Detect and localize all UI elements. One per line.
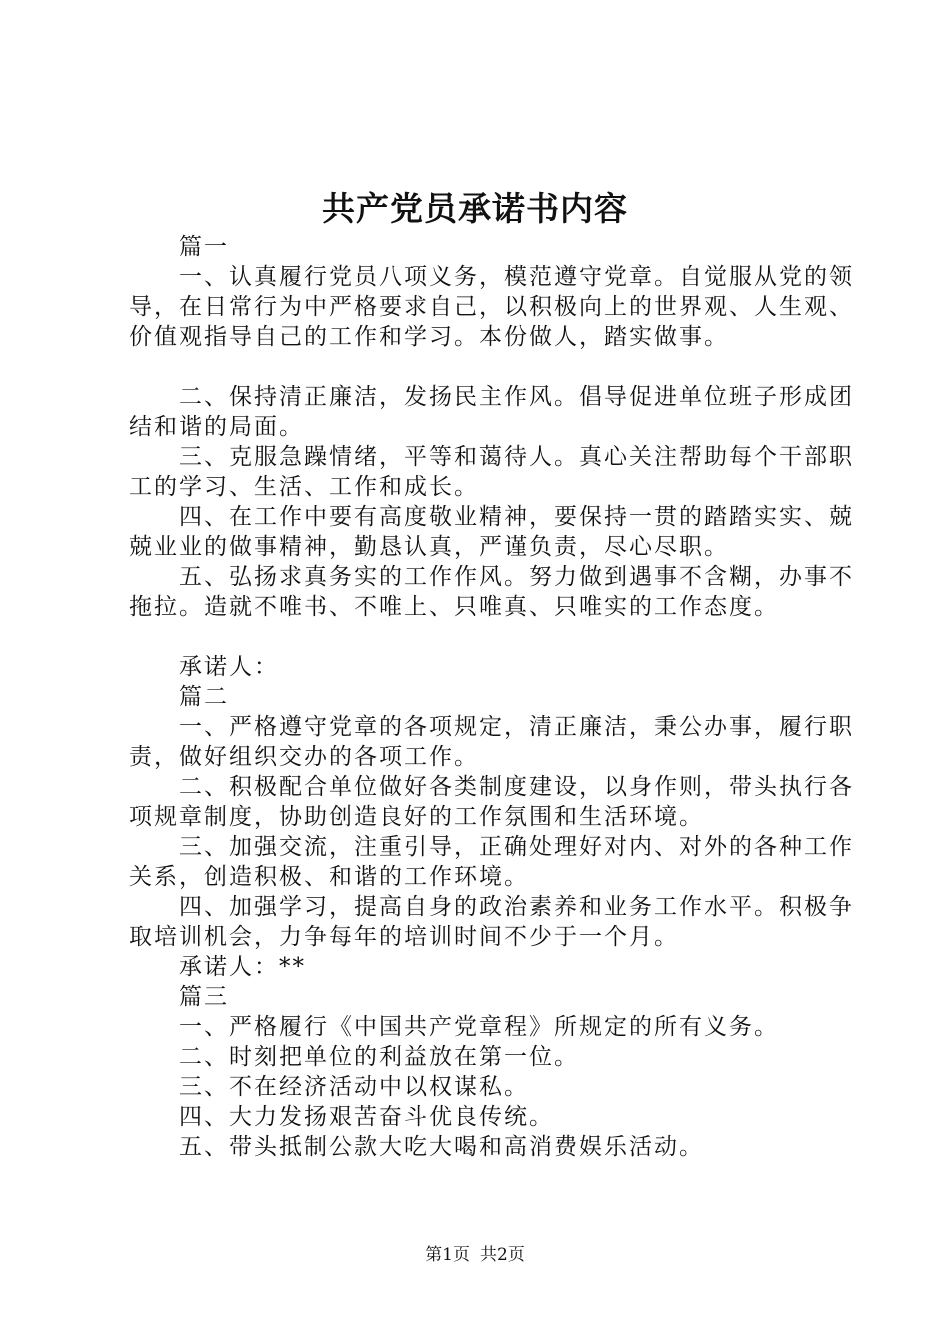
paragraph: 一、认真履行党员八项义务，模范遵守党章。自觉服从党的领导，在日常行为中严格要求自己，以积极向上的世界观、人生观、价值观指导自己的工作和学习。本份做人，踏实做事。 bbox=[129, 264, 854, 350]
document-body bbox=[129, 232, 857, 1162]
paragraph: 五、带头抵制公款大吃大喝和高消费娱乐活动。 bbox=[179, 1134, 704, 1160]
signatory-line-1: 承诺人： bbox=[179, 654, 279, 680]
paragraph: 二、时刻把单位的利益放在第一位。 bbox=[179, 1044, 579, 1070]
paragraph: 四、加强学习，提高自身的政治素养和业务工作水平。积极争取培训机会，力争每年的培训时间不少于一个月。 bbox=[129, 894, 854, 950]
page-number-total: 共2页 bbox=[480, 1245, 525, 1265]
page-footer bbox=[0, 1243, 950, 1267]
signatory-line-2: 承诺人：** bbox=[179, 954, 306, 980]
page-number-current: 第1页 bbox=[425, 1245, 470, 1265]
paragraph: 三、加强交流，注重引导，正确处理好对内、对外的各种工作关系，创造积极、和谐的工作环境。 bbox=[129, 834, 854, 890]
paragraph: 四、大力发扬艰苦奋斗优良传统。 bbox=[179, 1104, 554, 1130]
section-heading-3: 篇三 bbox=[179, 984, 229, 1010]
paragraph: 二、积极配合单位做好各类制度建设，以身作则，带头执行各项规章制度，协助创造良好的工作氛围和生活环境。 bbox=[129, 774, 854, 830]
paragraph: 一、严格遵守党章的各项规定，清正廉洁，秉公办事，履行职责，做好组织交办的各项工作。 bbox=[129, 714, 854, 770]
paragraph: 三、不在经济活动中以权谋私。 bbox=[179, 1074, 529, 1100]
section-heading-2: 篇二 bbox=[179, 684, 229, 710]
section-heading-1: 篇一 bbox=[179, 234, 229, 260]
paragraph: 一、严格履行《中国共产党章程》所规定的所有义务。 bbox=[179, 1014, 779, 1040]
paragraph: 五、弘扬求真务实的工作作风。努力做到遇事不含糊，办事不拖拉。造就不唯书、不唯上、只唯真、只唯实的工作态度。 bbox=[129, 564, 854, 620]
paragraph: 三、克服急躁情绪，平等和蔼待人。真心关注帮助每个干部职工的学习、生活、工作和成长。 bbox=[129, 444, 854, 500]
paragraph: 二、保持清正廉洁，发扬民主作风。倡导促进单位班子形成团结和谐的局面。 bbox=[129, 384, 854, 440]
paragraph: 四、在工作中要有高度敬业精神，要保持一贯的踏踏实实、兢兢业业的做事精神，勤恳认真，严谨负责，尽心尽职。 bbox=[129, 504, 854, 560]
document-title: 共产党员承诺书内容 bbox=[322, 189, 628, 228]
